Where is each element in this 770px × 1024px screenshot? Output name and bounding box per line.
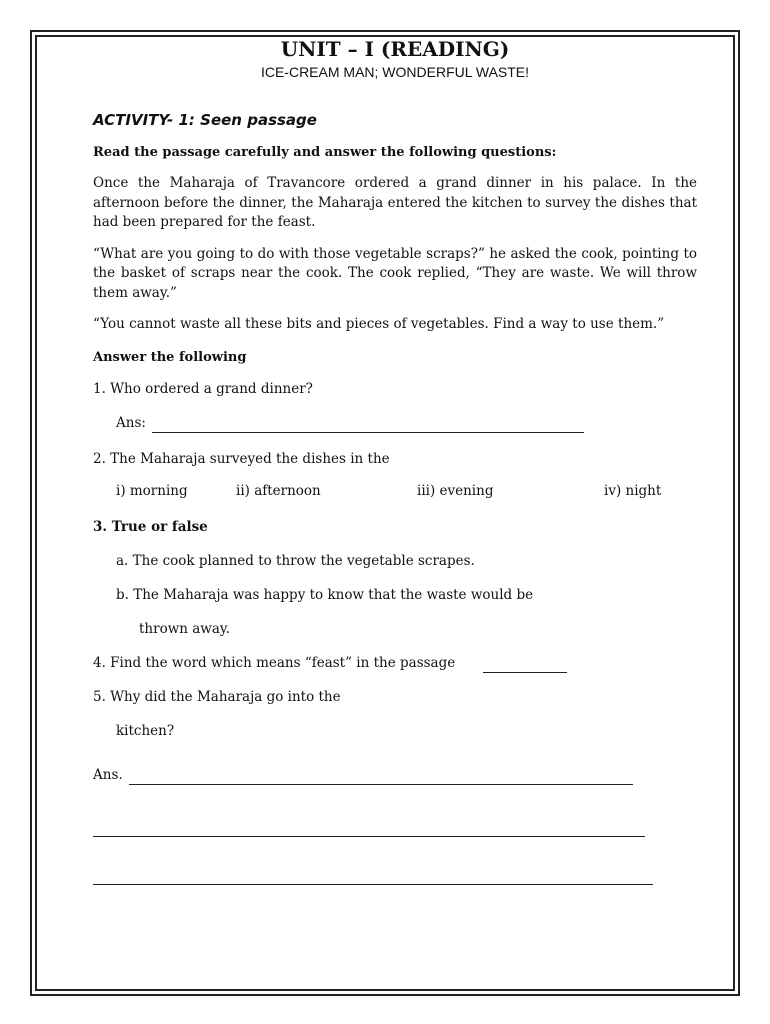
passage-paragraph-3: “You cannot waste all these bits and pieces of vegetables. Find a way to use them.” xyxy=(93,316,665,332)
question-2: 2. The Maharaja surveyed the dishes in the xyxy=(93,450,390,467)
question-3a: a. The cook planned to throw the vegetable scrapes. xyxy=(116,552,475,569)
worksheet xyxy=(93,36,697,885)
answer-4-blank[interactable] xyxy=(483,658,567,673)
answer-5-blank-2[interactable] xyxy=(93,836,645,837)
answer-heading: Answer the following xyxy=(93,349,247,365)
answer-5-blank-1[interactable] xyxy=(129,770,633,785)
question-4 xyxy=(93,653,697,673)
activity-name: Seen passage xyxy=(200,111,317,129)
question-3b: b. The Maharaja was happy to know that the waste would be xyxy=(116,586,534,603)
passage-paragraph-2: “What are you going to do with those vegetable scraps?” he asked the cook, pointing to the basket of scraps near the cook. The cook replied, “They are waste. We will throw them away.” xyxy=(93,245,697,301)
option-evening[interactable]: iii) evening xyxy=(417,482,494,499)
option-night[interactable]: iv) night xyxy=(604,482,662,499)
question-4-text: 4. Find the word which means “feast” in the passage xyxy=(93,654,456,671)
unit-subtitle: ICE-CREAM MAN; WONDERFUL WASTE! xyxy=(260,64,530,80)
question-1: 1. Who ordered a grand dinner? xyxy=(93,380,313,397)
answer-1-label: Ans: xyxy=(116,414,146,431)
option-afternoon[interactable]: ii) afternoon xyxy=(236,482,321,499)
answer-5-label: Ans. xyxy=(93,766,123,783)
question-2-options xyxy=(93,483,697,503)
question-3b-continued: thrown away. xyxy=(139,620,231,637)
question-5: 5. Why did the Maharaja go into the xyxy=(93,688,341,705)
passage-paragraph-1: Once the Maharaja of Travancore ordered a grand dinner in his palace. In the afternoon before the dinner, the Maharaja entered the kitchen to survey the dishes that had been prepared for the feast. xyxy=(93,175,697,230)
question-3-heading: 3. True or false xyxy=(93,518,208,535)
activity-label: ACTIVITY- 1: xyxy=(93,111,201,129)
instruction: Read the passage carefully and answer the following questions: xyxy=(93,145,557,160)
answer-1-blank[interactable] xyxy=(152,418,584,433)
answer-5-blank-3[interactable] xyxy=(93,884,653,885)
activity-heading xyxy=(93,110,697,130)
unit-title: UNIT – I (READING) xyxy=(280,37,510,61)
question-5-continued: kitchen? xyxy=(116,722,175,739)
answer-5 xyxy=(93,765,697,785)
option-morning[interactable]: i) morning xyxy=(116,482,188,499)
answer-1 xyxy=(116,413,697,433)
